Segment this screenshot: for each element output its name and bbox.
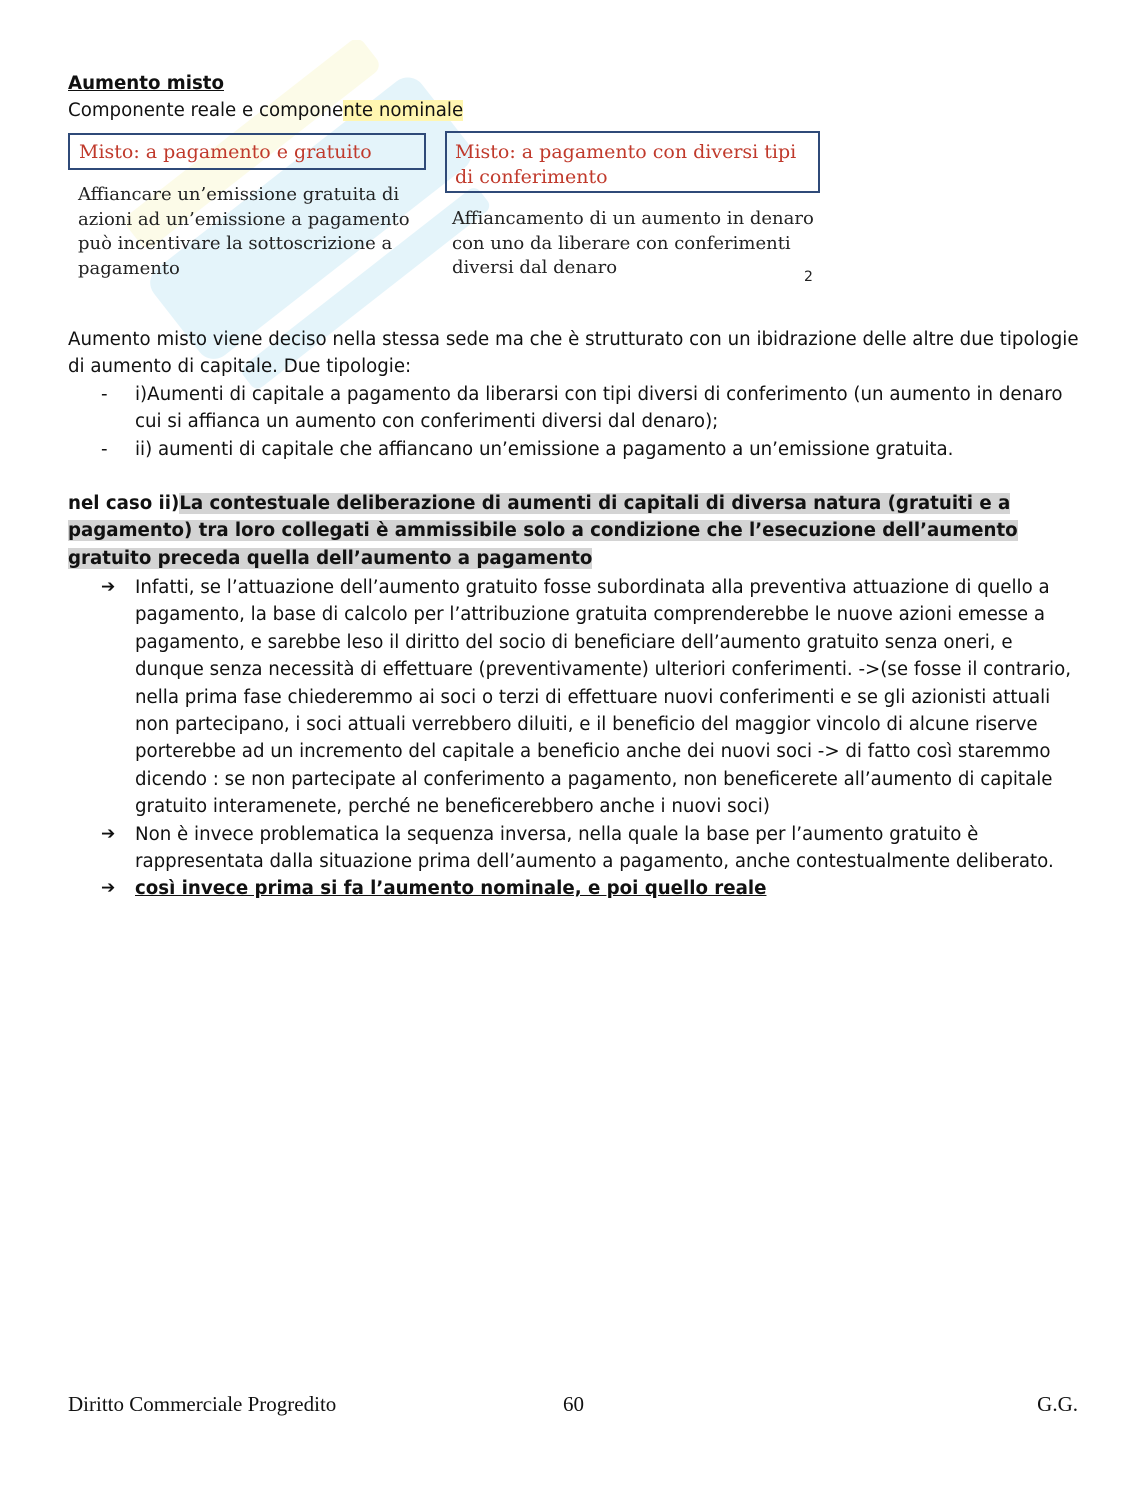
list-item-text: i)Aumenti di capitale a pagamento da liberarsi con tipi diversi di conferimento (un aumento in denaro cui si affianca un aumento con conferimenti diversi dal denaro);: [135, 384, 1063, 433]
slide-box-mixed-paid-free: [68, 133, 426, 170]
body-paragraph: Aumento misto viene deciso nella stessa sede ma che è strutturato con un ibidrazione delle altre due tipologie di aumento di capitale. Due tipologie:: [68, 329, 1079, 378]
slide-box-title: Misto: a pagamento con diversi tipi di conferimento: [455, 141, 797, 188]
key-rule-intro: nel caso ii): [68, 493, 180, 514]
footer-course-title: Diritto Commerciale Progredito: [68, 1392, 337, 1416]
list-item: [68, 381, 1083, 436]
slide-box-mixed-contributions: [445, 131, 820, 193]
points-list: [68, 574, 1083, 903]
list-item-text: Non è invece problematica la sequenza inversa, nella quale la base per l’aumento gratuito è rappresentata dalla situazione prima dell’aumento a pagamento, anche contestualmente deliberato.: [135, 823, 1054, 873]
types-list: [68, 381, 1083, 463]
section-heading: Aumento misto: [68, 73, 224, 94]
list-item: [68, 574, 1083, 821]
list-marker: -: [101, 438, 108, 460]
slide-box-title: Misto: a pagamento e gratuito: [79, 141, 372, 163]
slide-box-description: Affiancare un’emissione gratuita di azioni ad un’emissione a pagamento può incentivare la sottoscrizione a pagamento: [78, 184, 410, 279]
key-rule: [68, 490, 1083, 572]
section-subheading: Componente reale e componente nominale: [68, 100, 464, 121]
list-item: [68, 875, 1083, 902]
arrow-right-icon: ➔: [101, 823, 116, 844]
key-rule-highlight: La contestuale deliberazione di aumenti di capitali di diversa natura (gratuiti e a pagamento) tra loro collegati è ammissibile solo a condizione che l’esecuzione dell’aumento gratuito preceda quella dell’aumento a pagamento: [68, 493, 1018, 569]
arrow-right-icon: ➔: [101, 878, 116, 899]
list-item-text: Infatti, se l’attuazione dell’aumento gratuito fosse subordinata alla preventiva attuazione di quello a pagamento, la base di calcolo per l’attribuzione gratuita comprenderebbe le nuove azioni emesse a pagamento, e sarebbe leso il diritto del socio di beneficiare dell’aumento gratuito senza oneri, e dunque senza necessità di effettuare (preventivamente) ulteriori conferimenti. ->(se fosse il contrario, nella prima fase chiederemmo ai soci o terzi di effettuare nuovi conferimenti e se gli azionisti attuali non partecipano, i soci attuali verrebbero diluiti, e il beneficio del maggior vincolo di alcune riserve porterebbe ad un incremento del capitale a beneficio anche dei nuovi soci -> di fatto così staremmo dicendo : se non partecipate al conferimento a pagamento, non beneficerete all’aumento di capitale gratuito interamenete, perché ne beneficerebbero anche i nuovi soci): [135, 577, 1072, 818]
slide-box-description: Affiancamento di un aumento in denaro con uno da liberare con conferimenti diversi dal denaro: [452, 208, 814, 278]
list-item-text: ii) aumenti di capitale che affiancano un’emissione a pagamento a un’emissione gratuita.: [135, 438, 954, 460]
list-item: [68, 821, 1083, 876]
list-item: [68, 436, 1083, 463]
footer-author: G.G.: [1037, 1392, 1078, 1416]
slide-number: 2: [804, 269, 813, 285]
footer-page-number: 60: [563, 1392, 584, 1416]
list-item-text: così invece prima si fa l’aumento nominale, e poi quello reale: [135, 878, 767, 900]
arrow-right-icon: ➔: [101, 577, 116, 597]
list-marker: -: [101, 384, 108, 405]
